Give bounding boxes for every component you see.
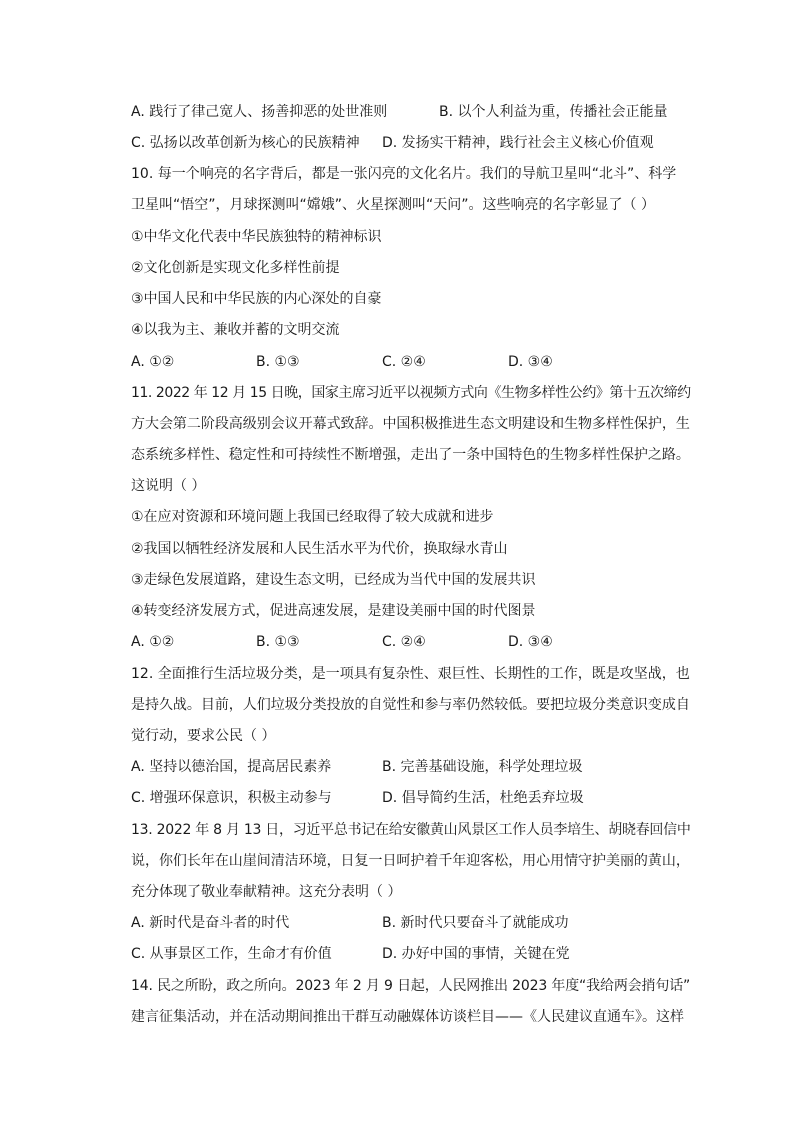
q11-stem-line-2: 方大会第二阶段高级别会议开幕式致辞。中国积极推进生态文明建设和生物多样性保护，生: [131, 416, 690, 432]
q9-option-c: C. 弘扬以改革创新为核心的民族精神: [131, 135, 360, 151]
q12-option-a: A. 坚持以德治国，提高居民素养: [131, 759, 332, 775]
q13-option-c: C. 从事景区工作，生命才有价值: [131, 946, 332, 962]
q14-stem-line-2: 建言征集活动，并在活动期间推出干群互动融媒体访谈栏目——《人民建议直通车》。这样: [131, 1009, 684, 1025]
q11-option-b: B. ①③: [256, 634, 300, 650]
q10-statement-1: ①中华文化代表中华民族独特的精神标识: [131, 229, 382, 245]
q10-option-c: C. ②④: [382, 354, 426, 370]
q10-stem-line-1: 10. 每一个响亮的名字背后，都是一张闪亮的文化名片。我们的导航卫星叫“北斗”、科学: [131, 166, 677, 182]
q13-stem-line-2: 说，你们长年在山崖间清洁环境，日复一日呵护着千年迎客松，用心用情守护美丽的黄山，: [131, 853, 690, 869]
q12-stem-line-1: 12. 全面推行生活垃圾分类，是一项具有复杂性、艰巨性、长期性的工作，既是攻坚战，也: [131, 666, 690, 682]
q12-stem-line-3: 觉行动，要求公民（ ）: [131, 728, 276, 744]
q11-option-a: A. ①②: [131, 634, 175, 650]
q13-option-a: A. 新时代是奋斗者的时代: [131, 915, 290, 931]
q9-option-b: B. 以个人利益为重，传播社会正能量: [439, 104, 668, 120]
q11-statement-4: ④转变经济发展方式，促进高速发展，是建设美丽中国的时代图景: [131, 603, 536, 619]
q11-statement-1: ①在应对资源和环境问题上我国已经取得了较大成就和进步: [131, 509, 494, 525]
q11-stem-line-4: 这说明（ ）: [131, 478, 206, 494]
q10-option-a: A. ①②: [131, 354, 175, 370]
q12-option-c: C. 增强环保意识，积极主动参与: [131, 790, 332, 806]
q9-option-a: A. 践行了律己宽人、扬善抑恶的处世准则: [131, 104, 388, 120]
q11-stem-line-3: 态系统多样性、稳定性和可持续性不断增强，走出了一条中国特色的生物多样性保护之路。: [131, 447, 690, 463]
q10-statement-2: ②文化创新是实现文化多样性前提: [131, 260, 340, 276]
q11-option-c: C. ②④: [382, 634, 426, 650]
q10-stem-line-2: 卫星叫“悟空”，月球探测叫“嫦娥”、火星探测叫“天问”。这些响亮的名字彰显了（ ）: [131, 197, 655, 213]
q11-statement-2: ②我国以牺牲经济发展和人民生活水平为代价，换取绿水青山: [131, 541, 508, 557]
q12-stem-line-2: 是持久战。目前，人们垃圾分类投放的自觉性和参与率仍然较低。要把垃圾分类意识变成自: [131, 697, 690, 713]
q11-statement-3: ③走绿色发展道路，建设生态文明，已经成为当代中国的发展共识: [131, 572, 536, 588]
q11-option-d: D. ③④: [508, 634, 553, 650]
q13-stem-line-3: 充分体现了敬业奉献精神。这充分表明（ ）: [131, 884, 402, 900]
q10-option-b: B. ①③: [256, 354, 300, 370]
q12-option-b: B. 完善基础设施，科学处理垃圾: [382, 759, 583, 775]
q9-option-d: D. 发扬实干精神，践行社会主义核心价值观: [382, 135, 654, 151]
q11-stem-line-1: 11. 2022 年 12 月 15 日晚，国家主席习近平以视频方式向《生物多样性公约》第十五次缔约: [131, 385, 691, 401]
q10-statement-3: ③中国人民和中华民族的内心深处的自豪: [131, 291, 382, 307]
q12-option-d: D. 倡导简约生活，杜绝丢弃垃圾: [382, 790, 584, 806]
q13-stem-line-1: 13. 2022 年 8 月 13 日，习近平总书记在给安徽黄山风景区工作人员李培生、胡晓春回信中: [131, 822, 691, 838]
q10-statement-4: ④以我为主、兼收并蓄的文明交流: [131, 322, 340, 338]
q10-option-d: D. ③④: [508, 354, 553, 370]
q14-stem-line-1: 14. 民之所盼，政之所向。2023 年 2 月 9 日起，人民网推出 2023 年度“我给两会捎句话”: [131, 978, 691, 994]
q13-option-b: B. 新时代只要奋斗了就能成功: [382, 915, 569, 931]
q13-option-d: D. 办好中国的事情，关键在党: [382, 946, 570, 962]
